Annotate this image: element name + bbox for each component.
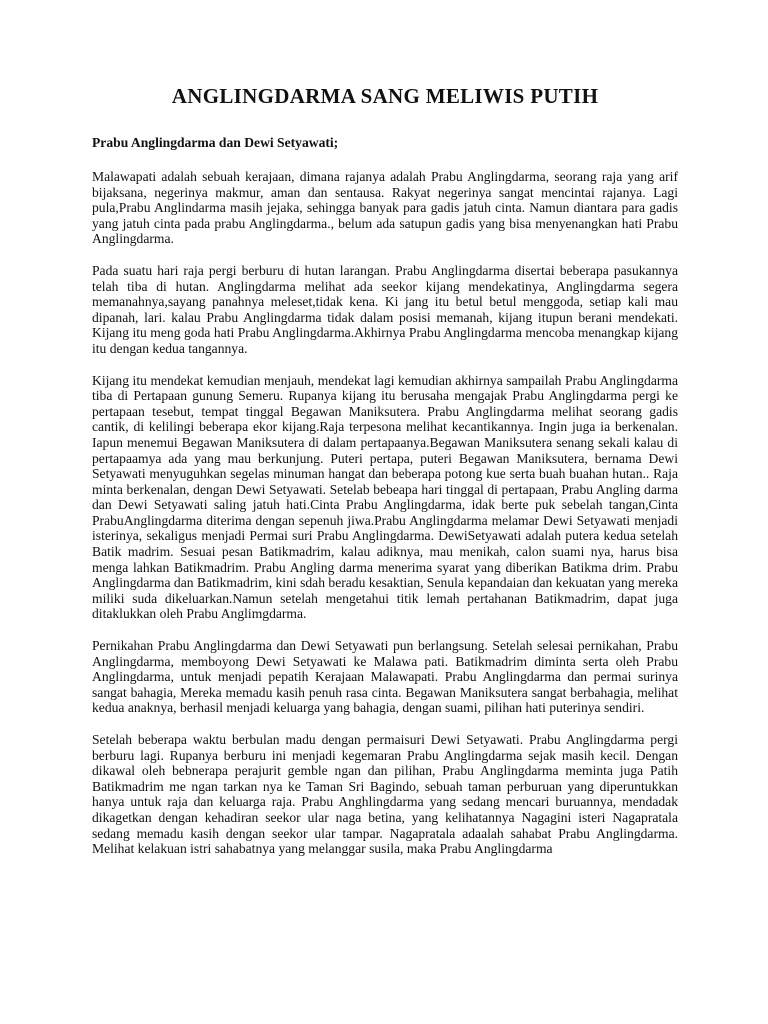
paragraph: Pada suatu hari raja pergi berburu di hutan larangan. Prabu Anglingdarma disertai beberapa pasukannya telah tiba di hutan. Anglingdarma melihat ada seekor kijang mendekatinya, Anglingdarma segera memanahnya,sayang panahnya meleset,tidak kena. Ki jang itu betul betul menggoda, setiap kali mau dipanah, lari. kalau Prabu Anglingdarma tidak dalam posisi memanah, kijang itupun berani mendekati. Kijang itu meng goda hati Prabu Anglingdarma.Akhirnya Prabu Anglingdarma mencoba menangkap kijang itu dengan kedua tangannya. xyxy=(92,262,678,356)
paragraph: Setelah beberapa waktu berbulan madu dengan permaisuri Dewi Setyawati. Prabu Anglingdarma pergi berburu lagi. Rupanya berburu ini menjadi kegemaran Prabu Anglingdarma sejak masih kecil. Dengan dikawal oleh bebnerapa perajurit gemble ngan dan pilihan, Prabu Anglingdarma meminta juga Patih Batikmadrim me ngan tarkan nya ke Taman Sri Bagindo, sebuah taman perburuan yang diperuntukkan hanya untuk raja dan keluarga raja. Prabu Anghlingdarma yang sedang mencari buruannya, mendadak dikagetkan dengan kehadiran seekor ular naga betina, yang kelihatannya Nagagini isteri Nagapratala sedang memadu kasih dengan seekor ular tampar. Nagapratala adaalah sahabat Prabu Anglingdarma. Melihat kelakuan istri sahabatnya yang melanggar susila, maka Prabu Anglingdarma xyxy=(92,732,678,857)
document-body xyxy=(92,169,678,857)
section-heading: Prabu Anglingdarma dan Dewi Setyawati; xyxy=(92,135,339,150)
paragraph: Kijang itu mendekat kemudian menjauh, mendekat lagi kemudian akhirnya sampailah Prabu Anglingdarma tiba di Pertapaan gunung Semeru. Rupanya kijang itu berusaha mengajak Prabu Anglingdarma pergi ke pertapaan tesebut, tempat tinggal Begawan Maniksutera. Prabu Anglingdarma melihat seorang gadis cantik, di kelilingi beberapa ekor kijang.Raja terpesona melihat kecantikannya. Ingin juga ia berkenalan. Iapun menemui Begawan Maniksutera di dalam pertapaanya.Begawan Maniksutera senang sekali kalau di pertapaamya ada yang mau berkunjung. Puteri pertapa, puteri Begawan Maniksutera, bernama Dewi Setyawati menyuguhkan segelas minuman hangat dan beberapa potong kue serta buah buahan hutan.. Raja minta berkenalan, dengan Dewi Setyawati. Setelab bebeapa hari tinggal di pertapaan, Prabu Angling darma dan Dewi Setyawati saling jatuh hati.Cinta Prabu Anglingdarma, idak berte puk sebelah tangan,Cinta PrabuAnglingdarma diterima dengan sepenuh jiwa.Prabu Anglingdarma melamar Dewi Setyawati menjadi isterinya, sekaligus menjadi Permai suri Prabu Anglingdarma. DewiSetyawati adalah putera kedua setelah Batik madrim. Sesuai pesan Batikmadrim, kalau adiknya, mau menikah, calon suami nya, harus bisa menga lahkan Batikmadrim. Prabu Angling darma menerima syarat yang diberikan Batikma drim. Prabu Anglingdarma dan Batikmadrim, kini sdah beradu kesaktian, Senula kepandaian dan kekuatan yang mereka miliki suda dikeluarkan.Namun setelah mengetahui titik lemah pertahanan Batikmadrim, dapat juga ditaklukkan oleh Prabu Anglimgdarma. xyxy=(92,372,678,622)
paragraph: Pernikahan Prabu Anglingdarma dan Dewi Setyawati pun berlangsung. Setelah selesai pernikahan, Prabu Anglingdarma, memboyong Dewi Setyawati ke Malawa pati. Batikmadrim diminta serta oleh Prabu Anglingdarma, untuk menjadi pepatih Kerajaan Malawapati. Prabu Anglingdarma dan permai surinya sangat bahagia, Mereka memadu kasih penuh rasa cinta. Begawan Maniksutera sangat berbahagia, melihat kedua anaknya, berhasil menjadi keluarga yang bahagia, dengan suami, pilihan hati puterinya sendiri. xyxy=(92,638,678,716)
paragraph: Malawapati adalah sebuah kerajaan, dimana rajanya adalah Prabu Anglingdarma, seorang raja yang arif bijaksana, negerinya makmur, aman dan sentausa. Rakyat negerinya sangat mencintai rajanya. Lagi pula,Prabu Anglindarma masih jejaka, sehingga banyak para gadis jatuh cinta. Namun diantara para gadis yang jatuh cinta pada prabu Anglingdarma., belum ada satupun gadis yang bisa menyenangkan hati Prabu Anglingdarma. xyxy=(92,169,678,247)
document-page xyxy=(92,0,678,857)
document-title: ANGLINGDARMA SANG MELIWIS PUTIH xyxy=(171,84,599,108)
